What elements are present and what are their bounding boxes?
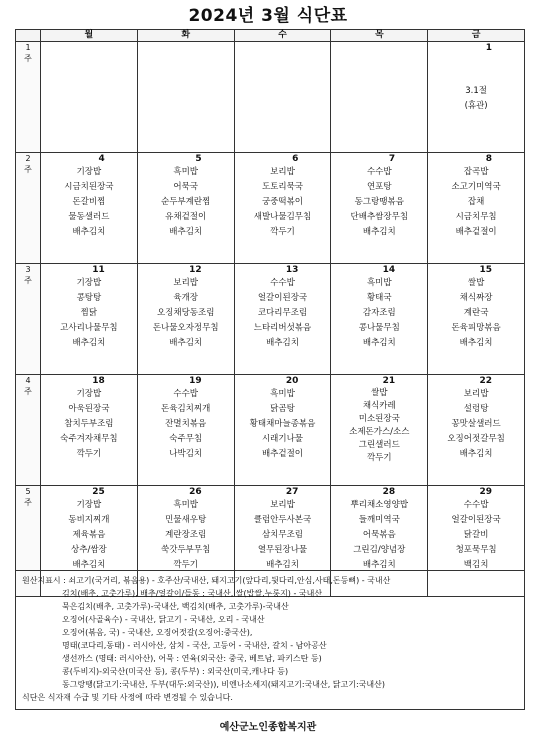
menu-item: 배추김치 xyxy=(459,338,493,348)
menu-item: 황태국 xyxy=(366,293,392,303)
menu-item: 찜닭 xyxy=(80,308,98,318)
menu-item: 육개장 xyxy=(173,293,199,303)
day-cell xyxy=(41,375,138,486)
week-label: 1 주 xyxy=(16,42,41,153)
day-number: 29 xyxy=(479,487,492,497)
day-number: 13 xyxy=(285,265,299,275)
menu-item: 돈갈비찜 xyxy=(72,197,106,207)
day-cell xyxy=(428,264,525,375)
menu-item: 미소된장국 xyxy=(358,414,400,424)
day-number: 21 xyxy=(382,376,396,386)
day-number: 6 xyxy=(292,154,299,164)
day-cell xyxy=(137,153,234,264)
menu-item: 깍두기 xyxy=(173,560,199,570)
menu-item: 어묵볶음 xyxy=(362,530,396,540)
menu-item: 흑미밥 xyxy=(366,278,392,288)
week-label: 5 주 xyxy=(16,486,41,597)
menu-item: 감자조림 xyxy=(362,308,396,318)
menu-item: 배추김치 xyxy=(72,560,106,570)
day-cell xyxy=(41,264,138,375)
day-number: 14 xyxy=(382,265,396,275)
menu-item: 쑥갓두부무침 xyxy=(161,545,211,555)
menu-item: 그린샐러드 xyxy=(358,440,400,450)
menu-item: 배추김치 xyxy=(72,227,106,237)
day-cell xyxy=(41,153,138,264)
menu-item: 3.1절 xyxy=(465,86,487,96)
day-number: 4 xyxy=(98,154,105,164)
origin-line: 김치(배추, 고춧가루), 배추/얼갈이/들동 : 국내산, 쌀(밥쌀,누룽지) - 국내산 xyxy=(62,589,323,598)
day-number xyxy=(41,42,137,54)
menu-item: 깍두기 xyxy=(270,227,295,237)
menu-item: 배추김치 xyxy=(459,449,493,459)
menu-item: 유채겉절이 xyxy=(165,212,207,222)
menu-item: 배추김치 xyxy=(266,560,299,570)
menu-item: 시래기나물 xyxy=(261,434,304,444)
day-cell xyxy=(428,42,525,153)
menu-item: 보리밥 xyxy=(463,389,489,399)
menu-item: 얼갈이된장국 xyxy=(257,293,308,303)
day-number: 19 xyxy=(189,376,202,386)
menu-item: 참치두부조림 xyxy=(64,419,114,429)
day-cell xyxy=(137,42,234,153)
menu-item: 배추겉절이 xyxy=(261,449,304,459)
menu-item: 제육볶음 xyxy=(72,530,106,540)
header-row xyxy=(16,30,525,42)
menu-item: 기장밥 xyxy=(76,278,102,288)
menu-item: 기장밥 xyxy=(76,389,102,399)
menu-item: 황태채마늘종볶음 xyxy=(249,419,316,429)
day-cell xyxy=(331,264,428,375)
menu-item: 보리밥 xyxy=(173,278,199,288)
menu-item: 느타리버섯볶음 xyxy=(253,323,312,333)
week-label: 3 주 xyxy=(16,264,41,375)
menu-item: 배추김치 xyxy=(362,338,396,348)
day-cell xyxy=(331,153,428,264)
menu-item: 그린김/양념장 xyxy=(353,545,406,555)
origin-line: 명태(코다리,동태) - 러시아산, 삼치 - 국산, 고등어 - 국내산, 갈치 - 남아공산 xyxy=(62,641,327,650)
menu-item: 기장밥 xyxy=(76,500,102,510)
menu-item: 오징어젓갈무침 xyxy=(447,434,505,444)
day-number: 8 xyxy=(485,154,492,164)
day-number: 27 xyxy=(285,487,299,497)
menu-item: 흑미밥 xyxy=(173,500,199,510)
menu-item: 열무된장나물 xyxy=(257,545,308,555)
menu-item: 기장밥 xyxy=(76,167,102,177)
menu-item: 동그랑땡볶음 xyxy=(354,197,404,207)
corner-cell xyxy=(16,30,41,42)
menu-item xyxy=(428,69,524,84)
menu-item: 계란국 xyxy=(463,308,489,318)
origin-line: 오징어(볶음, 국) - 국내산, 오징어젓갈(오징어:중국산), xyxy=(62,628,253,637)
menu-item: 배추김치 xyxy=(169,227,203,237)
day-number: 28 xyxy=(382,487,396,497)
day-number: 18 xyxy=(92,376,105,386)
menu-item: 배추김치 xyxy=(169,338,203,348)
menu-item: 채식짜장 xyxy=(459,293,493,303)
menu-item: 콩나물무침 xyxy=(358,323,400,333)
menu-item: 수수밥 xyxy=(270,278,295,288)
menu-item: 물동샐러드 xyxy=(68,212,110,222)
menu-item: 도토리묵국 xyxy=(261,182,304,192)
menu-item: 잔멸치볶음 xyxy=(165,419,207,429)
menu-item: 시금치된장국 xyxy=(64,182,114,192)
menu-item: 배추김치 xyxy=(72,338,106,348)
day-cell xyxy=(428,153,525,264)
menu-item: 숙주겨자채무침 xyxy=(60,434,118,444)
menu-item: 흑미밥 xyxy=(270,389,295,399)
menu-item: 설렁탕 xyxy=(463,404,489,414)
menu-item: 연포탕 xyxy=(366,182,392,192)
menu-item: 닭갈비 xyxy=(463,530,489,540)
page-title: 2024년 3월 식단표 xyxy=(188,6,348,26)
menu-item: 얼갈이된장국 xyxy=(451,515,501,525)
menu-item: 순두부계란찜 xyxy=(161,197,211,207)
menu-item: 클럼안두사본국 xyxy=(253,515,312,525)
menu-item: 아욱된장국 xyxy=(68,404,110,414)
change-notice: 식단은 식자재 수급 및 기타 사정에 따라 변경될 수 있습니다. xyxy=(22,693,233,702)
day-number xyxy=(331,42,427,54)
menu-item: 수수밥 xyxy=(463,500,489,510)
menu-item: 돈육김치찌개 xyxy=(161,404,211,414)
menu-item: 콩탕탕 xyxy=(76,293,102,303)
menu-item: 돈나물오자정무침 xyxy=(152,323,219,333)
menu-item: 흑미밥 xyxy=(173,167,199,177)
day-header: 목 xyxy=(331,30,428,42)
menu-item: 잡곡밥 xyxy=(463,167,489,177)
day-cell xyxy=(234,153,331,264)
menu-item: 배추겉절이 xyxy=(455,227,497,237)
day-number: 5 xyxy=(195,154,202,164)
menu-item: 고사리나물무침 xyxy=(60,323,118,333)
menu-item: 보리밥 xyxy=(270,167,295,177)
menu-item: 쌀밥 xyxy=(371,388,388,398)
week-label: 2 주 xyxy=(16,153,41,264)
origin-line: 묵은김치(배추, 고춧가루)-국내산, 백김치(배추, 고춧가루)-국내산 xyxy=(62,602,289,611)
origin-line: 오징어(사골육수) - 국내산, 닭고기 - 국내산, 오리 - 국내산 xyxy=(62,615,265,624)
day-number: 1 xyxy=(485,43,492,53)
origin-notice xyxy=(15,570,525,710)
menu-item: 배추김치 xyxy=(362,560,396,570)
menu-item: 소고기미역국 xyxy=(451,182,501,192)
origin-line: 원산지표시 : 쇠고기(국거리, 볶음용) - 호주산/국내산, 돼지고기(앞다리,뒷다리,안심,사태,돈등뼈) - 국내산 xyxy=(22,576,391,585)
week-row xyxy=(16,375,525,486)
menu-item: 수수밥 xyxy=(173,389,199,399)
menu-item: 오징채당동조림 xyxy=(156,308,215,318)
day-number: 15 xyxy=(479,265,492,275)
weeks-body xyxy=(16,42,525,597)
day-cell xyxy=(234,42,331,153)
menu-item: 새발나물김무침 xyxy=(253,212,312,222)
day-number: 7 xyxy=(388,154,396,164)
day-number: 25 xyxy=(92,487,105,497)
day-cell xyxy=(137,264,234,375)
day-number: 26 xyxy=(189,487,202,497)
menu-table xyxy=(15,29,525,597)
menu-item: 배추김치 xyxy=(266,338,299,348)
menu-item: 시금치무침 xyxy=(455,212,497,222)
menu-item: 잡채 xyxy=(467,197,485,207)
menu-item: 닭곰탕 xyxy=(270,404,295,414)
week-row xyxy=(16,42,525,153)
day-cell xyxy=(331,375,428,486)
menu-item: 삼치무조림 xyxy=(261,530,304,540)
menu-item: 뿌리채소영양밥 xyxy=(350,500,409,510)
day-number xyxy=(138,42,234,54)
week-label: 4 주 xyxy=(16,375,41,486)
menu-item: (휴관) xyxy=(464,101,488,111)
menu-item: 소제돈가스/소스 xyxy=(349,427,410,437)
menu-item: 코다리무조림 xyxy=(257,308,308,318)
menu-item: 돈육피망볶음 xyxy=(451,323,501,333)
day-cell xyxy=(331,42,428,153)
origin-line: 콩(두비지)-외국산(미국산 등), 콩(두부) : 외국산(미국,캐나다 등) xyxy=(62,667,289,676)
day-header: 월 xyxy=(41,30,138,42)
day-cell xyxy=(137,375,234,486)
day-number: 20 xyxy=(285,376,299,386)
day-number: 22 xyxy=(479,376,492,386)
menu-item xyxy=(428,54,524,69)
menu-item: 채식카레 xyxy=(362,401,396,411)
day-header: 수 xyxy=(234,30,331,42)
day-cell xyxy=(428,375,525,486)
menu-item: 꽁맛살샐러드 xyxy=(451,419,501,429)
menu-item: 계란장조림 xyxy=(165,530,207,540)
menu-item: 들깨미역국 xyxy=(358,515,400,525)
day-number: 11 xyxy=(92,265,105,275)
day-header: 화 xyxy=(137,30,234,42)
menu-item: 나박김치 xyxy=(169,449,203,459)
menu-item: 백김치 xyxy=(463,560,489,570)
week-row xyxy=(16,264,525,375)
menu-item: 궁중떡볶이 xyxy=(261,197,304,207)
menu-item: 민물새우탕 xyxy=(165,515,207,525)
day-number xyxy=(235,42,331,54)
day-cell xyxy=(41,42,138,153)
menu-item: 배추김치 xyxy=(362,227,396,237)
day-cell xyxy=(234,264,331,375)
origin-line: 생선까스 (명태: 러시아산), 어묵 : 연육(외국산: 중국, 베트남, 파키스탄 등) xyxy=(62,654,322,663)
menu-item: 숙주무침 xyxy=(169,434,203,444)
menu-item: 쌀밥 xyxy=(467,278,485,288)
menu-item: 깍두기 xyxy=(366,453,392,463)
menu-item: 상추/쌈장 xyxy=(71,545,107,555)
week-row xyxy=(16,153,525,264)
organization-name: 예산군노인종합복지관 xyxy=(219,722,317,733)
menu-item: 깍두기 xyxy=(76,449,102,459)
menu-item: 수수밥 xyxy=(366,167,392,177)
menu-item: 보리밥 xyxy=(270,500,295,510)
day-number: 12 xyxy=(189,265,202,275)
menu-item: 어묵국 xyxy=(173,182,199,192)
menu-item: 단배추쌈장무침 xyxy=(350,212,409,222)
menu-item: 청포묵무침 xyxy=(455,545,497,555)
menu-item: 동비지찌개 xyxy=(68,515,110,525)
day-header: 금 xyxy=(428,30,525,42)
origin-line: 동그랑땡(닭고기:국내산, 두부(대두:외국산)), 비엔나소세지(돼지고기:국내산, 닭고기:국내산) xyxy=(62,680,385,689)
day-cell xyxy=(234,375,331,486)
